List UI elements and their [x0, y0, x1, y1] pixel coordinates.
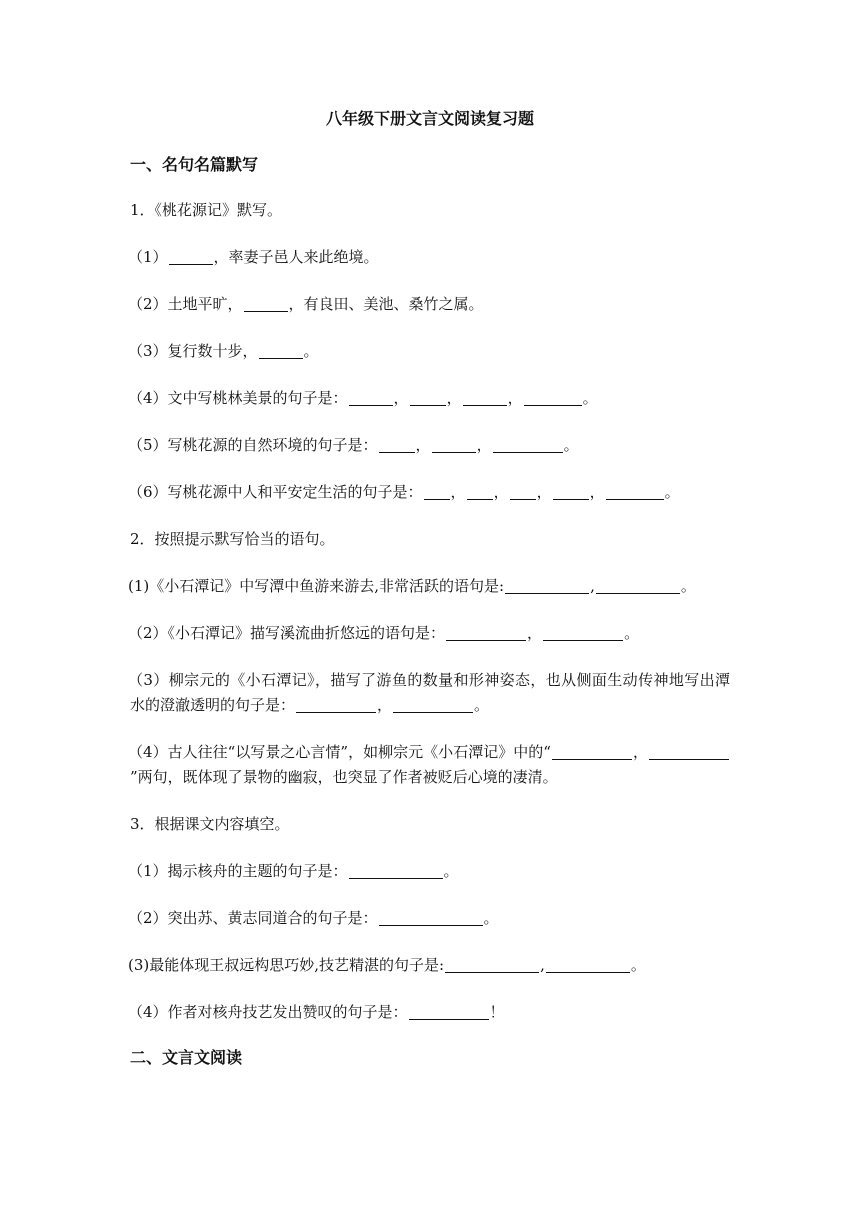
- question-3-heading: 3．根据课文内容填空。: [130, 815, 290, 833]
- fill-blank[interactable]: [349, 862, 443, 879]
- punct: ，: [377, 696, 393, 714]
- punct: ，: [589, 483, 605, 501]
- fill-blank[interactable]: [543, 624, 623, 641]
- item-text: （2）土地平旷，: [128, 295, 243, 313]
- fill-blank[interactable]: [546, 956, 630, 973]
- item-text: (3)最能体现王叔远构思巧妙,技艺精湛的句子是:: [128, 956, 445, 974]
- question-1-heading: 1．《桃花源记》默写。: [130, 201, 283, 219]
- question-2-1: [130, 574, 730, 599]
- fill-blank[interactable]: [296, 696, 376, 713]
- fill-blank[interactable]: [553, 483, 589, 500]
- item-text: （4）作者对核舟技艺发出赞叹的句子是：: [128, 1003, 408, 1021]
- punct: ，: [527, 624, 543, 642]
- fill-blank[interactable]: [446, 624, 526, 641]
- question-1-6: [130, 480, 730, 505]
- fill-blank[interactable]: [432, 436, 476, 453]
- section-heading-1: 一、名句名篇默写: [130, 155, 259, 174]
- fill-blank[interactable]: [393, 696, 473, 713]
- punct: ！: [489, 1003, 505, 1021]
- fill-blank[interactable]: [649, 743, 729, 760]
- item-text: （2）突出苏、黄志同道合的句子是：: [128, 909, 378, 927]
- question-1-3: [130, 339, 730, 364]
- item-text: （1）揭示核舟的主题的句子是：: [128, 862, 348, 880]
- item-text: ，率妻子邑人来此绝境。: [213, 248, 379, 266]
- punct: ，: [493, 483, 509, 501]
- punct: 。: [483, 909, 499, 927]
- item-text: ，有良田、美池、桑竹之属。: [288, 295, 484, 313]
- punct: ，: [393, 389, 409, 407]
- question-3-3: [130, 953, 730, 978]
- punct: 。: [680, 577, 696, 595]
- item-text: （5）写桃花源的自然环境的句子是：: [128, 436, 378, 454]
- item-text: （4）文中写桃林美景的句子是：: [128, 389, 348, 407]
- fill-blank[interactable]: [510, 483, 536, 500]
- fill-blank[interactable]: [445, 956, 539, 973]
- punct: ，: [446, 389, 462, 407]
- item-text: （4）古人往往“以写景之心言情”，如柳宗元《小石潭记》中的“: [128, 743, 551, 761]
- fill-blank[interactable]: [552, 743, 632, 760]
- fill-blank[interactable]: [379, 436, 415, 453]
- item-text: 。: [303, 342, 319, 360]
- punct: ，: [450, 483, 466, 501]
- question-3-1: [130, 859, 730, 884]
- fill-blank[interactable]: [424, 483, 450, 500]
- fill-blank[interactable]: [493, 436, 563, 453]
- punct: 。: [563, 436, 579, 454]
- punct: 。: [474, 696, 490, 714]
- fill-blank[interactable]: [169, 248, 213, 265]
- punct: ，: [415, 436, 431, 454]
- punct: ，: [536, 483, 552, 501]
- fill-blank[interactable]: [596, 577, 680, 594]
- item-text: （6）写桃花源中人和平安定生活的句子是：: [128, 483, 423, 501]
- fill-blank[interactable]: [349, 389, 393, 406]
- punct: 。: [624, 624, 640, 642]
- question-1-4: [130, 386, 730, 411]
- page-title: 八年级下册文言文阅读复习题: [325, 109, 534, 128]
- item-text: （3）柳宗元的《小石潭记》，描写了游鱼的数量和形神姿态，也从侧面生动传神地写出潭水的澄澈透明的句子是：: [128, 671, 730, 714]
- fill-blank[interactable]: [410, 389, 446, 406]
- item-text: （2）《小石潭记》描写溪流曲折悠远的语句是：: [128, 624, 446, 642]
- punct: 。: [582, 389, 598, 407]
- question-3-2: [130, 906, 730, 931]
- item-label: （1）: [128, 248, 168, 266]
- fill-blank[interactable]: [606, 483, 664, 500]
- fill-blank[interactable]: [524, 389, 582, 406]
- item-text: ”两句，既体现了景物的幽寂，也突显了作者被贬后心境的凄清。: [130, 768, 558, 786]
- question-2-3: [130, 668, 730, 718]
- punct: 。: [630, 956, 646, 974]
- fill-blank[interactable]: [244, 295, 288, 312]
- punct: 。: [443, 862, 459, 880]
- fill-blank[interactable]: [379, 909, 483, 926]
- question-1-5: [130, 433, 730, 458]
- punct: ，: [507, 389, 523, 407]
- question-1-1: [130, 245, 730, 270]
- punct: 。: [664, 483, 680, 501]
- punct: ,: [590, 577, 595, 595]
- fill-blank[interactable]: [463, 389, 507, 406]
- section-heading-2: 二、文言文阅读: [130, 1048, 243, 1067]
- item-text: （3）复行数十步，: [128, 342, 258, 360]
- question-3-4: [130, 1000, 730, 1025]
- punct: ,: [540, 956, 545, 974]
- question-2-2: [130, 621, 730, 646]
- punct: ，: [476, 436, 492, 454]
- punct: ，: [632, 743, 648, 761]
- question-2-heading: 2．按照提示默写恰当的语句。: [130, 530, 335, 548]
- fill-blank[interactable]: [505, 577, 589, 594]
- fill-blank[interactable]: [409, 1003, 489, 1020]
- question-1-2: [130, 292, 730, 317]
- fill-blank[interactable]: [259, 342, 303, 359]
- question-2-4: [130, 740, 730, 790]
- fill-blank[interactable]: [467, 483, 493, 500]
- item-text: (1)《小石潭记》中写潭中鱼游来游去,非常活跃的语句是:: [128, 577, 505, 595]
